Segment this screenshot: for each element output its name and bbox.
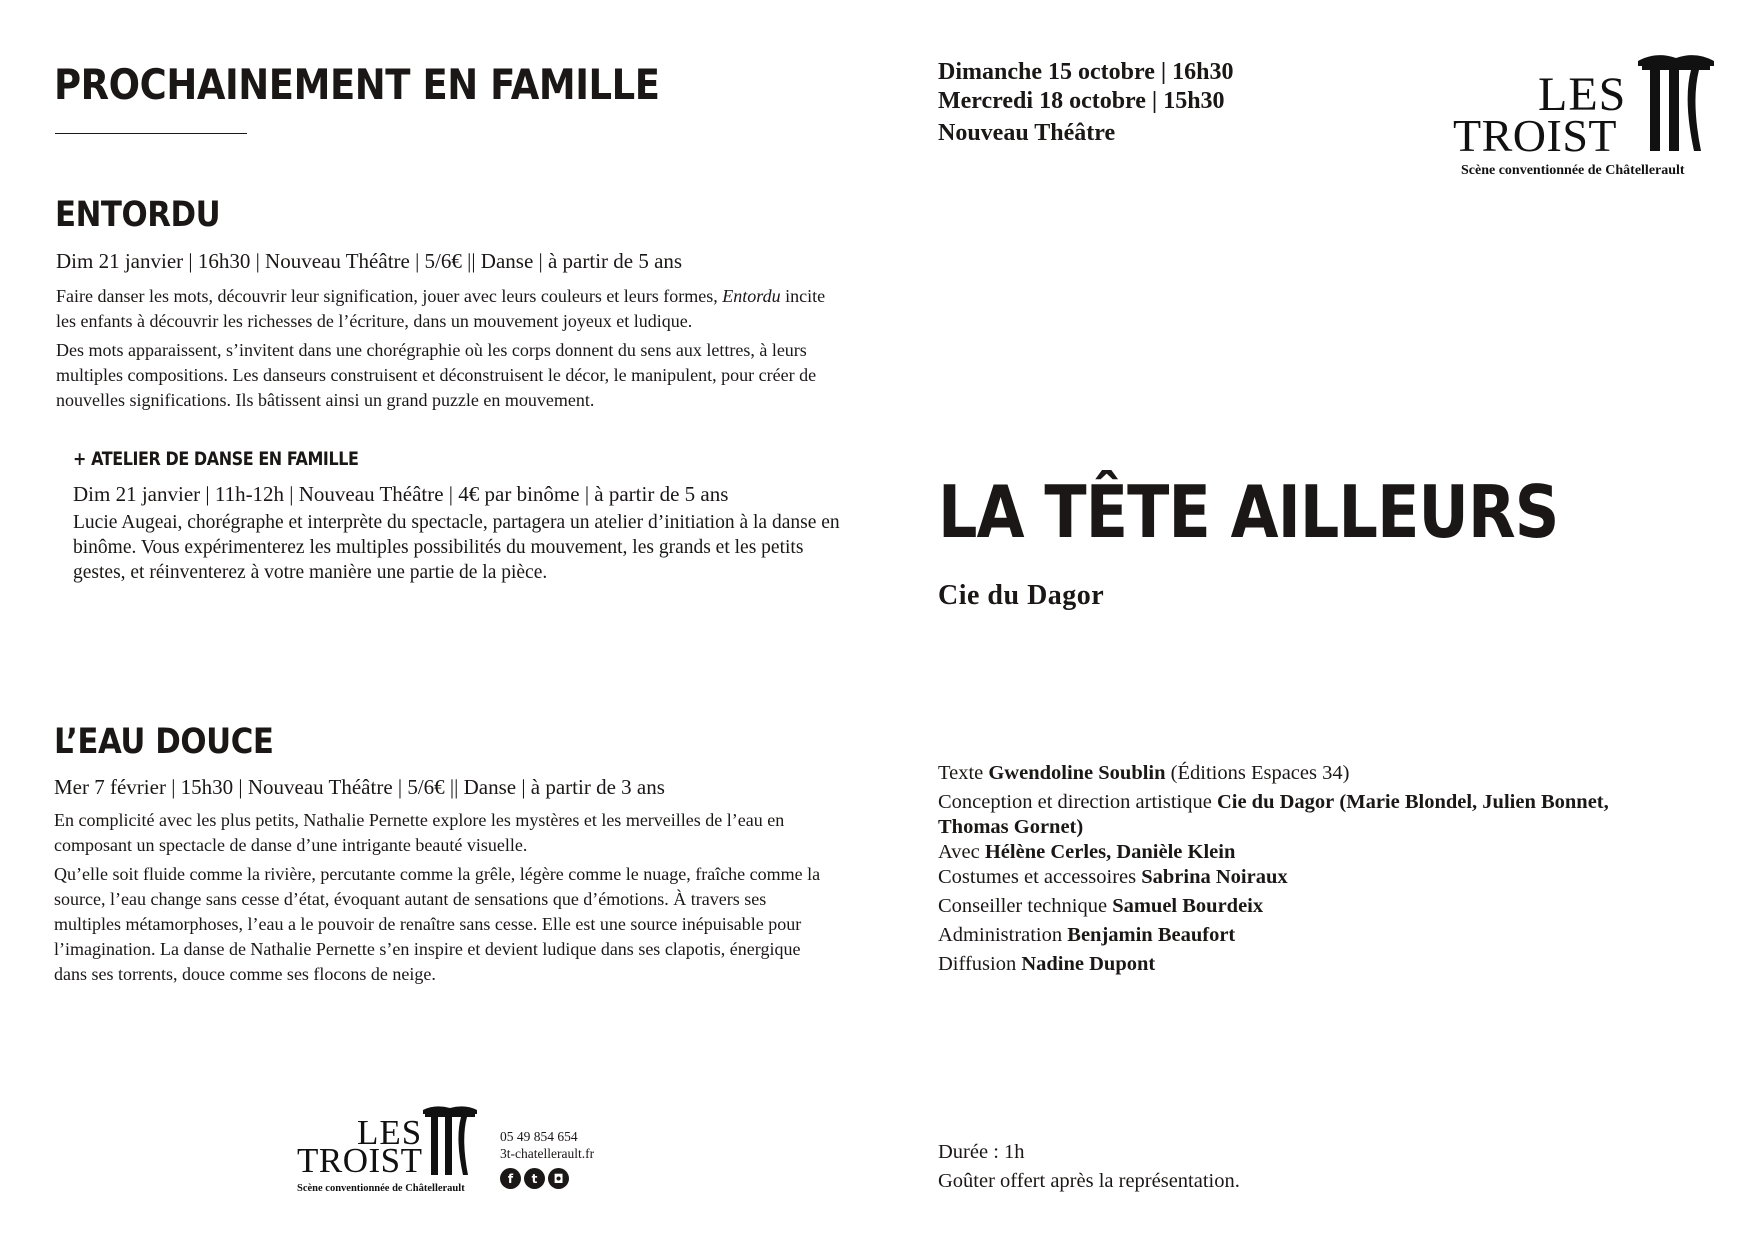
column-icon [421, 1105, 479, 1177]
credit-diffusion [938, 952, 1628, 977]
text-span: Faire danser les mots, découvrir leur signification, jouer avec leurs couleurs et leurs formes, [56, 286, 723, 306]
credit-name: Sabrina Noiraux [1141, 866, 1288, 888]
credit-label: Conception et direction artistique [938, 791, 1212, 813]
logo-tagline: Scène conventionnée de Châtellerault [1461, 163, 1685, 178]
performance-dates [938, 58, 1234, 148]
text-span: incite les enfants à découvrir les richesses de l’écriture, dans un mouvement joyeux et ludique. [56, 286, 826, 331]
show-footer-info [938, 1138, 1240, 1196]
credit-label: Texte [938, 762, 984, 784]
show-name-italic: Entordu [722, 286, 781, 306]
credit-name: Benjamin Beaufort [1067, 924, 1236, 946]
page-heading: PROCHAINEMENT EN FAMILLE [54, 60, 660, 109]
workshop-meta: Dim 21 janvier | 11h-12h | Nouveau Théâtre | 4€ par binôme | à partir de 5 ans [73, 482, 729, 506]
show-description-eau-douce [54, 808, 834, 987]
credits-list [938, 761, 1628, 981]
show-title-entordu: ENTORDU [55, 195, 221, 235]
credit-extra: (Éditions Espaces 34) [1170, 762, 1350, 784]
website-link[interactable]: 3t-chatellerault.fr [500, 1146, 595, 1161]
logo-troist: TROIST [297, 1141, 423, 1180]
workshop-description: Lucie Augeai, chorégraphe et interprète du spectacle, partagera un atelier d’initiation à la danse en binôme. Vous expérimenterez les multiples possibilités du mouvement, les grands et les petits gestes, et réinventerez à votre manière une partie de la pièce. [73, 512, 840, 583]
duration: Durée : 1h [938, 1141, 1025, 1163]
description-paragraph: Des mots apparaissent, s’invitent dans une chorégraphie où les corps donnent du sens aux lettres, à leurs multiples compositions. Les danseurs construisent et déconstruisent le décor, le manipulent, pour créer de nouvelles significations. Ils bâtissent ainsi un grand puzzle en mouvement. [56, 340, 817, 410]
credit-label: Diffusion [938, 953, 1017, 975]
instagram-icon[interactable]: ◘ [548, 1168, 569, 1189]
credit-extra: (Marie Blondel, Julien Bonnet, Thomas Gornet) [938, 791, 1609, 838]
credit-label: Conseiller technique [938, 895, 1108, 917]
logo-tagline: Scène conventionnée de Châtellerault [297, 1183, 465, 1194]
column-icon [1636, 53, 1716, 153]
logo-troist: TROIST [1453, 110, 1617, 161]
credit-name: Gwendoline Soublin [988, 762, 1166, 784]
logo-les: LES [357, 1113, 423, 1152]
facebook-icon[interactable]: f [500, 1168, 521, 1189]
venue-line: Nouveau Théâtre [938, 120, 1116, 146]
show-meta-eau-douce: Mer 7 février | 15h30 | Nouveau Théâtre | 5/6€ || Danse | à partir de 3 ans [54, 775, 665, 799]
logo-les: LES [1538, 68, 1627, 121]
les-troist-logo [1453, 53, 1723, 181]
credit-label: Administration [938, 924, 1063, 946]
credit-conception [938, 790, 1628, 840]
contact-info [500, 1128, 594, 1162]
credit-label: Avec [938, 841, 980, 863]
phone-number: 05 49 854 654 [500, 1129, 578, 1144]
show-meta-entordu: Dim 21 janvier | 16h30 | Nouveau Théâtre | 5/6€ || Danse | à partir de 5 ans [56, 249, 683, 273]
show-description-entordu [56, 284, 846, 413]
date-line: Dimanche 15 octobre | 16h30 [938, 59, 1234, 85]
credit-texte [938, 761, 1628, 786]
credit-administration [938, 923, 1628, 948]
company-name: Cie du Dagor [938, 580, 1105, 611]
snack-note: Goûter offert après la représentation. [938, 1170, 1240, 1192]
credit-name: Samuel Bourdeix [1112, 895, 1264, 917]
heading-divider [55, 133, 247, 134]
credit-label: Costumes et accessoires [938, 866, 1137, 888]
description-paragraph [56, 284, 846, 334]
credit-name: Hélène Cerles, Danièle Klein [984, 841, 1236, 863]
credit-conseiller [938, 894, 1628, 919]
credit-name: Nadine Dupont [1021, 953, 1156, 975]
show-main-title: LA TÊTE AILLEURS [938, 470, 1559, 554]
description-paragraph: En complicité avec les plus petits, Nathalie Pernette explore les mystères et les merveilles de l’eau en composant un spectacle de danse d’une intrigante beauté visuelle. [54, 810, 785, 855]
credit-name: Cie du Dagor [1216, 791, 1335, 813]
credit-avec [938, 840, 1628, 865]
credit-costumes [938, 865, 1628, 890]
date-line: Mercredi 18 octobre | 15h30 [938, 88, 1225, 114]
show-title-eau-douce: L’EAU DOUCE [54, 722, 274, 762]
description-paragraph: Qu’elle soit fluide comme la rivière, percutante comme la grêle, légère comme le nuage, fraîche comme la source, l’eau change sans cesse d’état, évoquant autant de sensations que d’émotions. À travers ses multiples métamorphoses, l’eau a le pouvoir de renaître sans cesse. Elle est une source inépuisable pour l’imagination. La danse de Nathalie Pernette s’en inspire et devient ludique dans ses clapotis, énergique dans ses torrents, douce comme ses flocons de neige. [54, 864, 821, 984]
workshop-title: + ATELIER DE DANSE EN FAMILLE [73, 448, 359, 470]
twitter-icon[interactable]: t [524, 1168, 545, 1189]
les-troist-logo-small [297, 1105, 492, 1197]
social-icons [500, 1168, 569, 1189]
